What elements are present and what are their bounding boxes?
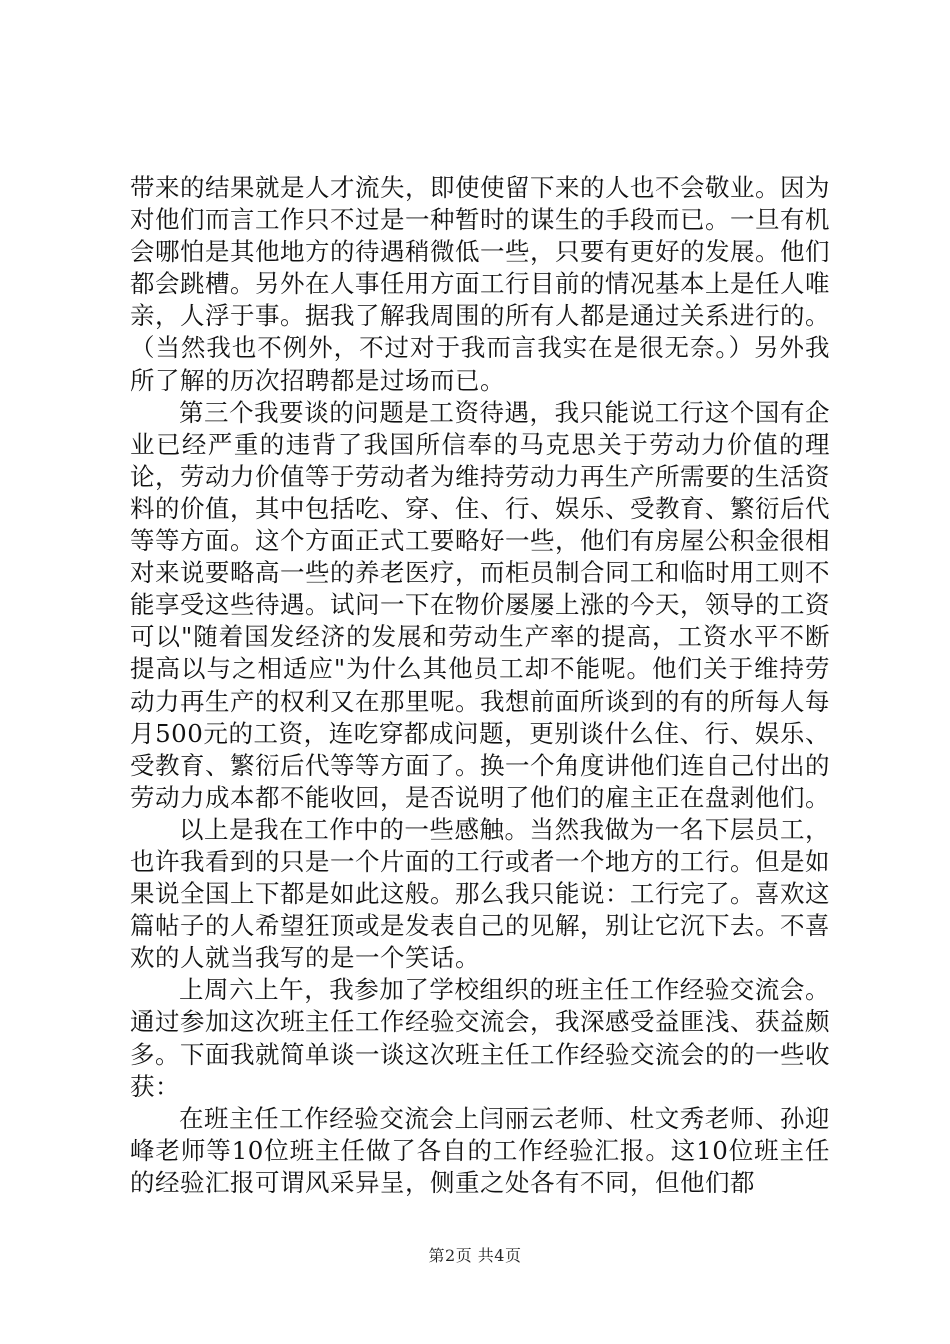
paragraph-2: 第三个我要谈的问题是工资待遇，我只能说工行这个国有企业已经严重的违背了我国所信奉的马克思关于劳动力价值的理论，劳动力价值等于劳动者为维持劳动力再生产所需要的生活资料的价值，其中包括吃、穿、住、行、娱乐、受教育、繁衍后代等等方面。这个方面正式工要略好一些，他们有房屋公积金很相对来说要略高一些的养老医疗，而柜员制合同工和临时用工则不能享受这些待遇。试问一下在物价屡屡上涨的今天，领导的工资可以"随着国发经济的发展和劳动生产率的提高，工资水平不断提高以与之相适应"为什么其他员工却不能呢。他们关于维持劳动力再生产的权利又在那里呢。我想前面所谈到的有的所每人每月500元的工资，连吃穿都成问题，更别谈什么住、行、娱乐、受教育、繁衍后代等等方面了。换一个角度讲他们连自己付出的劳动力成本都不能收回，是否说明了他们的雇主正在盘剥他们。 — [130, 397, 830, 812]
paragraph-1: 带来的结果就是人才流失，即使使留下来的人也不会敬业。因为对他们而言工作只不过是一种暂时的谋生的手段而已。一旦有机会哪怕是其他地方的待遇稍微低一些，只要有更好的发展。他们都会跳槽。另外在人事任用方面工行目前的情况基本上是任人唯亲，人浮于事。据我了解我周围的所有人都是通过关系进行的。（当然我也不例外，不过对于我而言我实在是很无奈。）另外我所了解的历次招聘都是过场而已。 — [130, 173, 830, 395]
document-body — [130, 172, 830, 1199]
page-number-footer: 第2页 共4页 — [428, 1246, 522, 1265]
paragraph-5: 在班主任工作经验交流会上闫丽云老师、杜文秀老师、孙迎峰老师等10位班主任做了各自的工作经验汇报。这10位班主任的经验汇报可谓风采异呈，侧重之处各有不同，但他们都 — [130, 1103, 830, 1197]
paragraph-3: 以上是我在工作中的一些感触。当然我做为一名下层员工，也许我看到的只是一个片面的工行或者一个地方的工行。但是如果说全国上下都是如此这般。那么我只能说：工行完了。喜欢这篇帖子的人希望狂顶或是发表自己的见解，别让它沉下去。不喜欢的人就当我写的是一个笑话。 — [130, 814, 830, 973]
paragraph-4: 上周六上午，我参加了学校组织的班主任工作经验交流会。通过参加这次班主任工作经验交流会，我深感受益匪浅、获益颇多。下面我就简单谈一谈这次班主任工作经验交流会的的一些收获： — [130, 975, 830, 1101]
